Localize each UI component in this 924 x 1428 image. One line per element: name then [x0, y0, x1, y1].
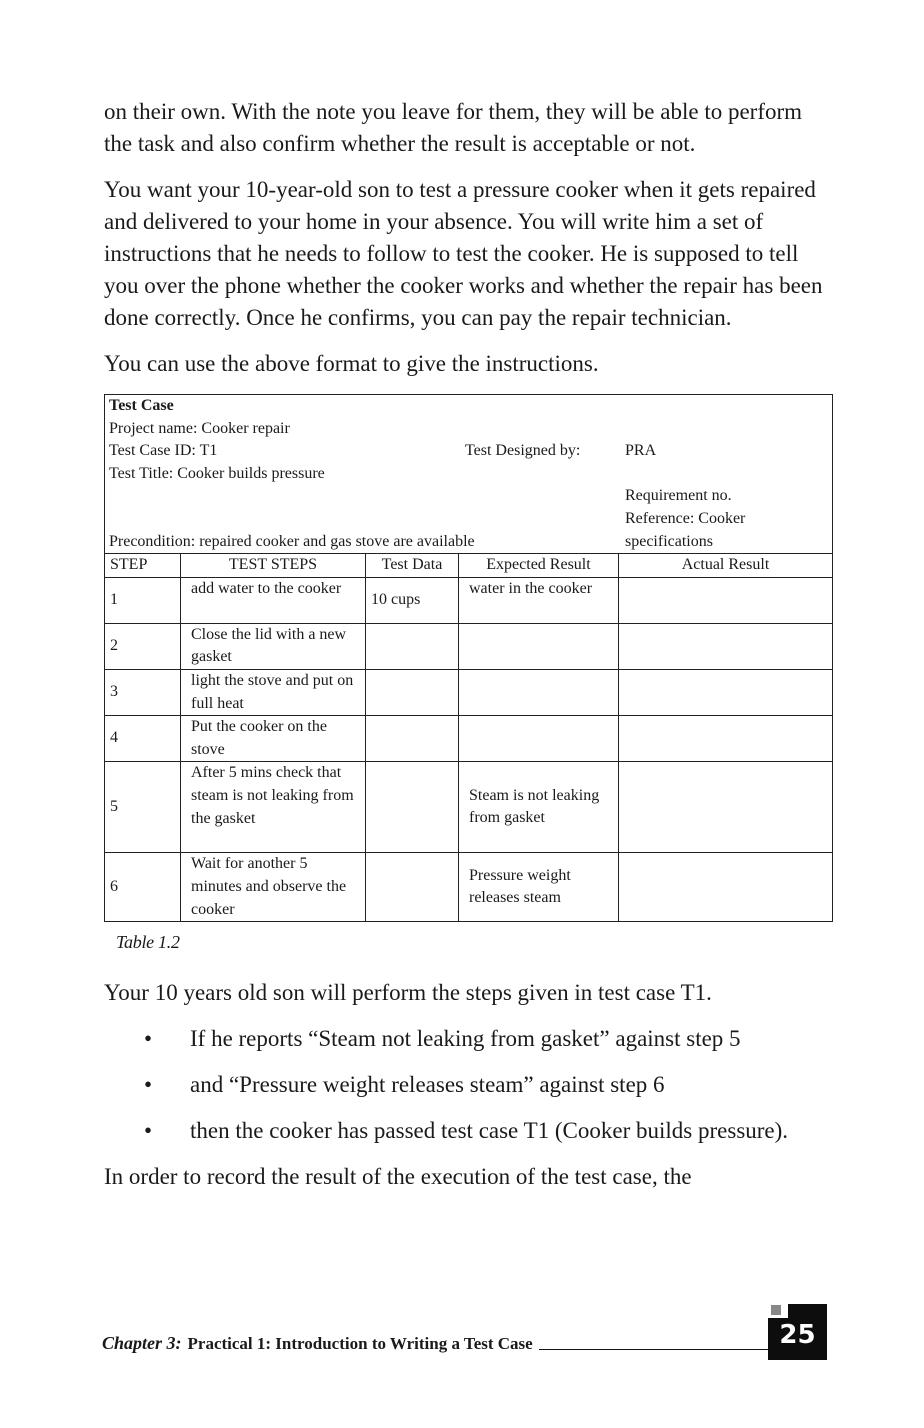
- test-data: [366, 669, 459, 715]
- list-item: • If he reports “Steam not leaking from gasket” against step 5: [104, 1023, 824, 1055]
- table-caption: Table 1.2: [116, 932, 180, 953]
- page-footer: [102, 1333, 772, 1354]
- test-step: Wait for another 5 minutes and observe the cooker: [181, 853, 366, 922]
- paragraph-record-result: In order to record the result of the execution of the test case, the: [104, 1164, 692, 1190]
- page-number: 25: [779, 1320, 816, 1350]
- paragraph-intro-continued: on their own. With the note you leave for them, they will be able to perform the task and also confirm whether the result is acceptable or not.: [104, 99, 803, 156]
- expected-result: [459, 716, 619, 762]
- step-number: 1: [105, 577, 181, 623]
- step-number: 6: [105, 853, 181, 922]
- col-header-step: STEP: [105, 554, 181, 578]
- paragraph-format-note: You can use the above format to give the instructions.: [104, 351, 599, 376]
- test-step: light the stove and put on full heat: [181, 669, 366, 715]
- precondition: Precondition: repaired cooker and gas stove are available: [109, 532, 475, 550]
- test-step: After 5 mins check that steam is not leaking from the gasket: [181, 762, 366, 853]
- requirement-line-3: specifications: [625, 532, 713, 550]
- actual-result: [619, 716, 833, 762]
- step-number: 4: [105, 716, 181, 762]
- page-number-square-icon: [771, 1305, 781, 1315]
- col-header-test-steps: TEST STEPS: [181, 554, 366, 578]
- paragraph-scenario: You want your 10-year-old son to test a pressure cooker when it gets repaired and delivered to your home in your absence. You will write him a set of instructions that he needs to follow to test the cooker. He is supposed to tell you over the phone whether the cooker works and whether the repair has been done correctly. Once he confirms, you can pay the repair technician.: [104, 177, 823, 330]
- test-data: [366, 623, 459, 669]
- col-header-actual-result: Actual Result: [619, 554, 833, 578]
- test-step: Close the lid with a new gasket: [181, 623, 366, 669]
- expected-result: [459, 669, 619, 715]
- col-header-test-data: Test Data: [366, 554, 459, 578]
- table-row: [105, 762, 833, 853]
- project-name: Project name: Cooker repair: [109, 419, 290, 437]
- expected-result: Pressure weight releases steam: [459, 853, 619, 922]
- expected-result: Steam is not leaking from gasket: [459, 762, 619, 853]
- paragraph-steps-intro: Your 10 years old son will perform the steps given in test case T1.: [104, 980, 712, 1006]
- actual-result: [619, 577, 833, 623]
- col-header-expected-result: Expected Result: [459, 554, 619, 578]
- requirement-line-1: Requirement no.: [625, 487, 732, 505]
- list-item: • then the cooker has passed test case T1 (Cooker builds pressure).: [104, 1115, 824, 1147]
- list-item: • and “Pressure weight releases steam” against step 6: [104, 1069, 824, 1101]
- expected-result: water in the cooker: [459, 577, 619, 623]
- test-step: add water to the cooker: [181, 577, 366, 623]
- test-title: Test Title: Cooker builds pressure: [109, 464, 325, 482]
- test-case-title: Test Case: [109, 397, 174, 414]
- bullet-icon: •: [144, 1072, 153, 1098]
- step-number: 5: [105, 762, 181, 853]
- footer-chapter: Chapter 3:: [102, 1333, 182, 1353]
- step-number: 2: [105, 623, 181, 669]
- expected-result: [459, 623, 619, 669]
- actual-result: [619, 669, 833, 715]
- test-data: 10 cups: [366, 577, 459, 623]
- requirement-line-2: Reference: Cooker: [625, 509, 746, 527]
- bullet-icon: •: [144, 1026, 153, 1052]
- bullet-icon: •: [144, 1118, 153, 1144]
- test-case-id: Test Case ID: T1: [109, 442, 218, 460]
- designed-by-label: Test Designed by:: [465, 442, 581, 460]
- test-step: Put the cooker on the stove: [181, 716, 366, 762]
- footer-rule: [539, 1349, 772, 1350]
- test-data: [366, 716, 459, 762]
- page-body: [104, 96, 824, 1207]
- designed-by-value: PRA: [625, 442, 657, 460]
- bullet-list: [104, 1023, 824, 1147]
- column-header-row: [105, 554, 833, 578]
- actual-result: [619, 623, 833, 669]
- actual-result: [619, 762, 833, 853]
- table-row: [105, 853, 833, 922]
- step-number: 3: [105, 669, 181, 715]
- test-data: [366, 762, 459, 853]
- actual-result: [619, 853, 833, 922]
- test-data: [366, 853, 459, 922]
- table-row: [105, 623, 833, 669]
- test-case-table: [104, 394, 833, 922]
- table-row: [105, 669, 833, 715]
- table-row: [105, 716, 833, 762]
- footer-title: Practical 1: Introduction to Writing a Test Case: [187, 1334, 533, 1353]
- test-case-header-row: [105, 395, 833, 554]
- table-row: [105, 577, 833, 623]
